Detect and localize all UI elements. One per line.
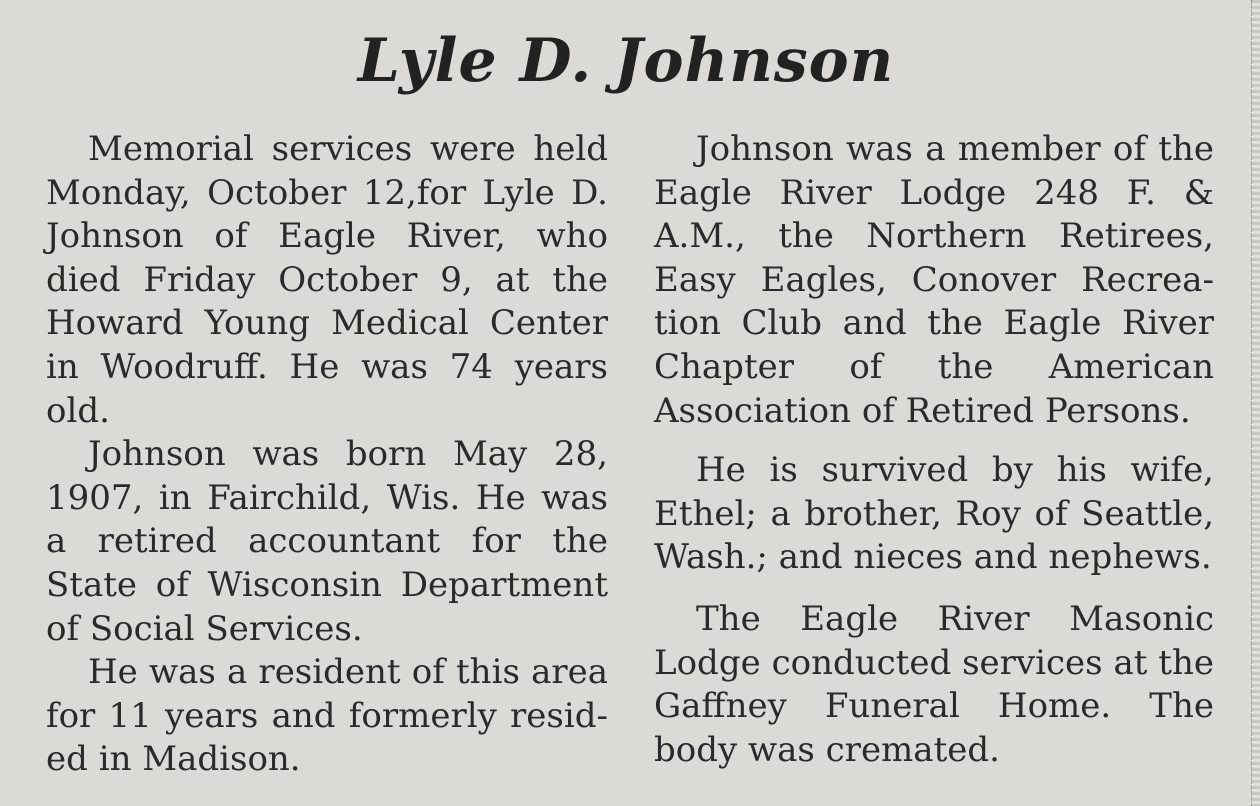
paragraph-memberships: Johnson was a member of the Eagle River Lodge 248 F. & A.M., the Northern Retirees, Easy Eagles, Conover Recreation Club and the Eagle River Chapter of the American Association of Retired Persons. — [654, 129, 1214, 431]
right-column — [654, 128, 1214, 772]
left-column — [46, 128, 608, 782]
paragraph-survivors: He is survived by his wife, Ethel; a brother, Roy of Seattle, Wash.; and nieces and nephews. — [654, 450, 1214, 578]
paragraph-birth-career: Johnson was born May 28, 1907, in Fairchild, Wis. He was a retired accountant for the State of Wisconsin Department of Social Services. — [46, 434, 608, 649]
clipping-edge-border — [1251, 0, 1260, 806]
paragraph-memorial-services: Memorial services were held Monday, October 12,for Lyle D. Johnson of Eagle River, who died Friday October 9, at the Howard Young Medical Center in Woodruff. He was 74 years old. — [46, 129, 608, 431]
obituary-headline: Lyle D. Johnson — [357, 26, 895, 96]
paragraph-funeral-home: The Eagle River Masonic Lodge conducted services at the Gaffney Funeral Home. The body was cremated. — [654, 598, 1214, 770]
paragraph-residence: He was a resident of this area for 11 years and formerly resided in Madison. — [46, 652, 608, 780]
